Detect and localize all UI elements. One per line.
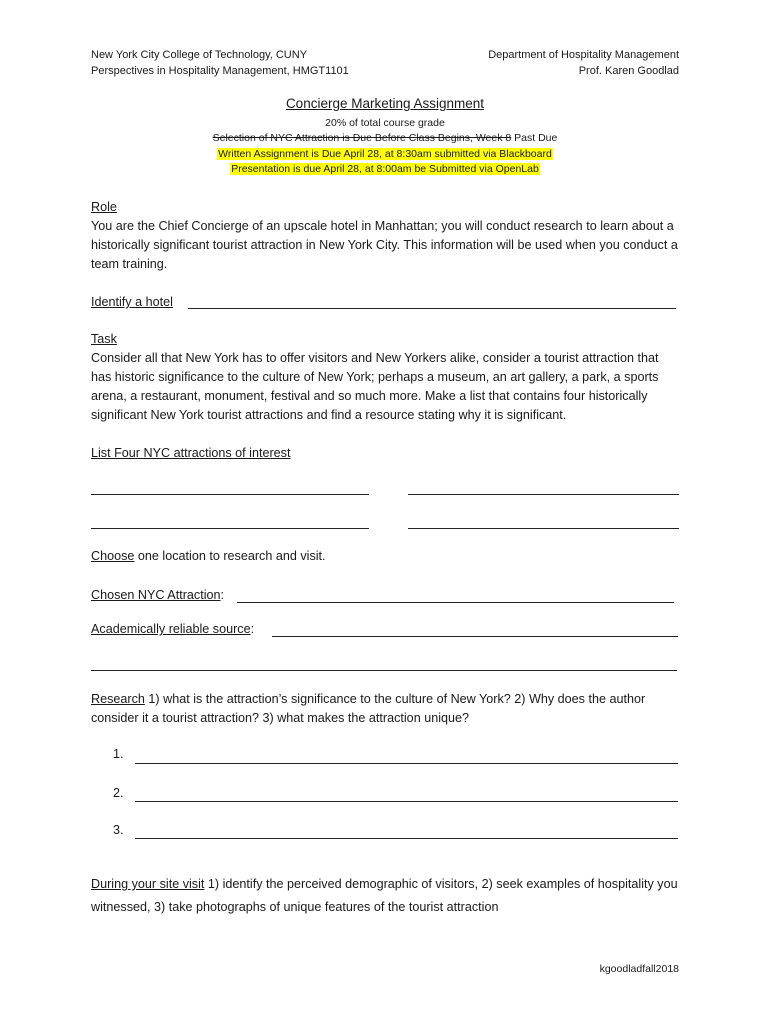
identify-hotel-text: Identify a hotel [91,295,173,309]
research-text: 1) what is the attraction’s significance to the culture of New York? 2) Why does the author consider it a tourist attraction? 3) what makes the attraction unique? [91,692,646,725]
list-four-label [91,444,681,463]
college-name: New York City College of Technology, CUNY [91,49,308,61]
assignment-title: Concierge Marketing Assignment [285,96,485,111]
chosen-attraction-answer-line[interactable] [237,602,674,603]
written-due-line [0,147,770,162]
choose-word: Choose [91,549,135,563]
header-right [488,47,679,79]
list-four-text: List Four NYC attractions of interest [91,446,291,460]
attraction-line-1[interactable] [91,494,369,495]
grade-weight: 20% of total course grade [325,117,445,129]
attraction-line-4[interactable] [408,528,679,529]
choose-rest: one location to research and visit. [134,549,326,563]
research-answer-line-2[interactable] [135,801,678,802]
presentation-due-line [0,162,770,177]
task-section [91,330,681,425]
department-name: Department of Hospitality Management [488,49,679,61]
course-name: Perspectives in Hospitality Management, HMGT1101 [91,65,349,77]
selection-due-struck: Selection of NYC Attraction is Due Before Class Begins, Week 8 [212,132,512,144]
research-item-1-number: 1. [113,747,124,761]
site-visit-text: 1) identify the perceived demographic of visitors, 2) seek examples of hospitality you witnessed, 3) take photographs of unique features of the tourist attraction [91,877,678,914]
reliable-source-text: Academically reliable source [91,622,251,636]
research-item-2-number: 2. [113,786,124,800]
research-section [91,690,681,728]
selection-due-line [0,131,770,146]
site-visit-section [91,873,681,919]
reliable-source-answer-line[interactable] [272,636,678,637]
research-answer-line-3[interactable] [135,838,678,839]
task-heading: Task [91,332,117,346]
research-item-3-number: 3. [113,823,124,837]
attraction-line-2[interactable] [408,494,679,495]
role-heading: Role [91,200,117,214]
identify-hotel-label [91,293,681,312]
written-due-text: Written Assignment is Due April 28, at 8:30am submitted via Blackboard [218,148,552,160]
task-text: Consider all that New York has to offer visitors and New Yorkers alike, consider a tourist attraction that has historic significance to the culture of New York; perhaps a museum, an art gallery, a park, a sports arena, a restaurant, monument, festival and so much more. Make a list that contains four historically significant New York tourist attractions and find a resource stating why it is significant. [91,351,659,422]
research-heading: Research [91,692,145,706]
past-due-label: Past Due [511,132,558,144]
reliable-colon: : [250,622,255,636]
choose-line [91,547,681,566]
role-text: You are the Chief Concierge of an upscale hotel in Manhattan; you will conduct research to learn about a historically significant tourist attraction in New York City. This information will be used when you conduct a team training. [91,219,678,271]
presentation-due-text: Presentation is due April 28, at 8:00am be Submitted via OpenLab [231,163,539,175]
chosen-colon: : [220,588,224,602]
site-visit-heading: During your site visit [91,877,205,891]
research-answer-line-1[interactable] [135,763,678,764]
professor-name: Prof. Karen Goodlad [578,65,679,77]
attraction-line-3[interactable] [91,528,369,529]
chosen-attraction-text: Chosen NYC Attraction [91,588,221,602]
role-section [91,198,681,274]
footer-tag: kgoodladfall2018 [599,963,679,975]
header-left [91,47,349,79]
hotel-answer-line[interactable] [188,308,676,309]
reliable-source-answer-line-2[interactable] [91,670,677,671]
